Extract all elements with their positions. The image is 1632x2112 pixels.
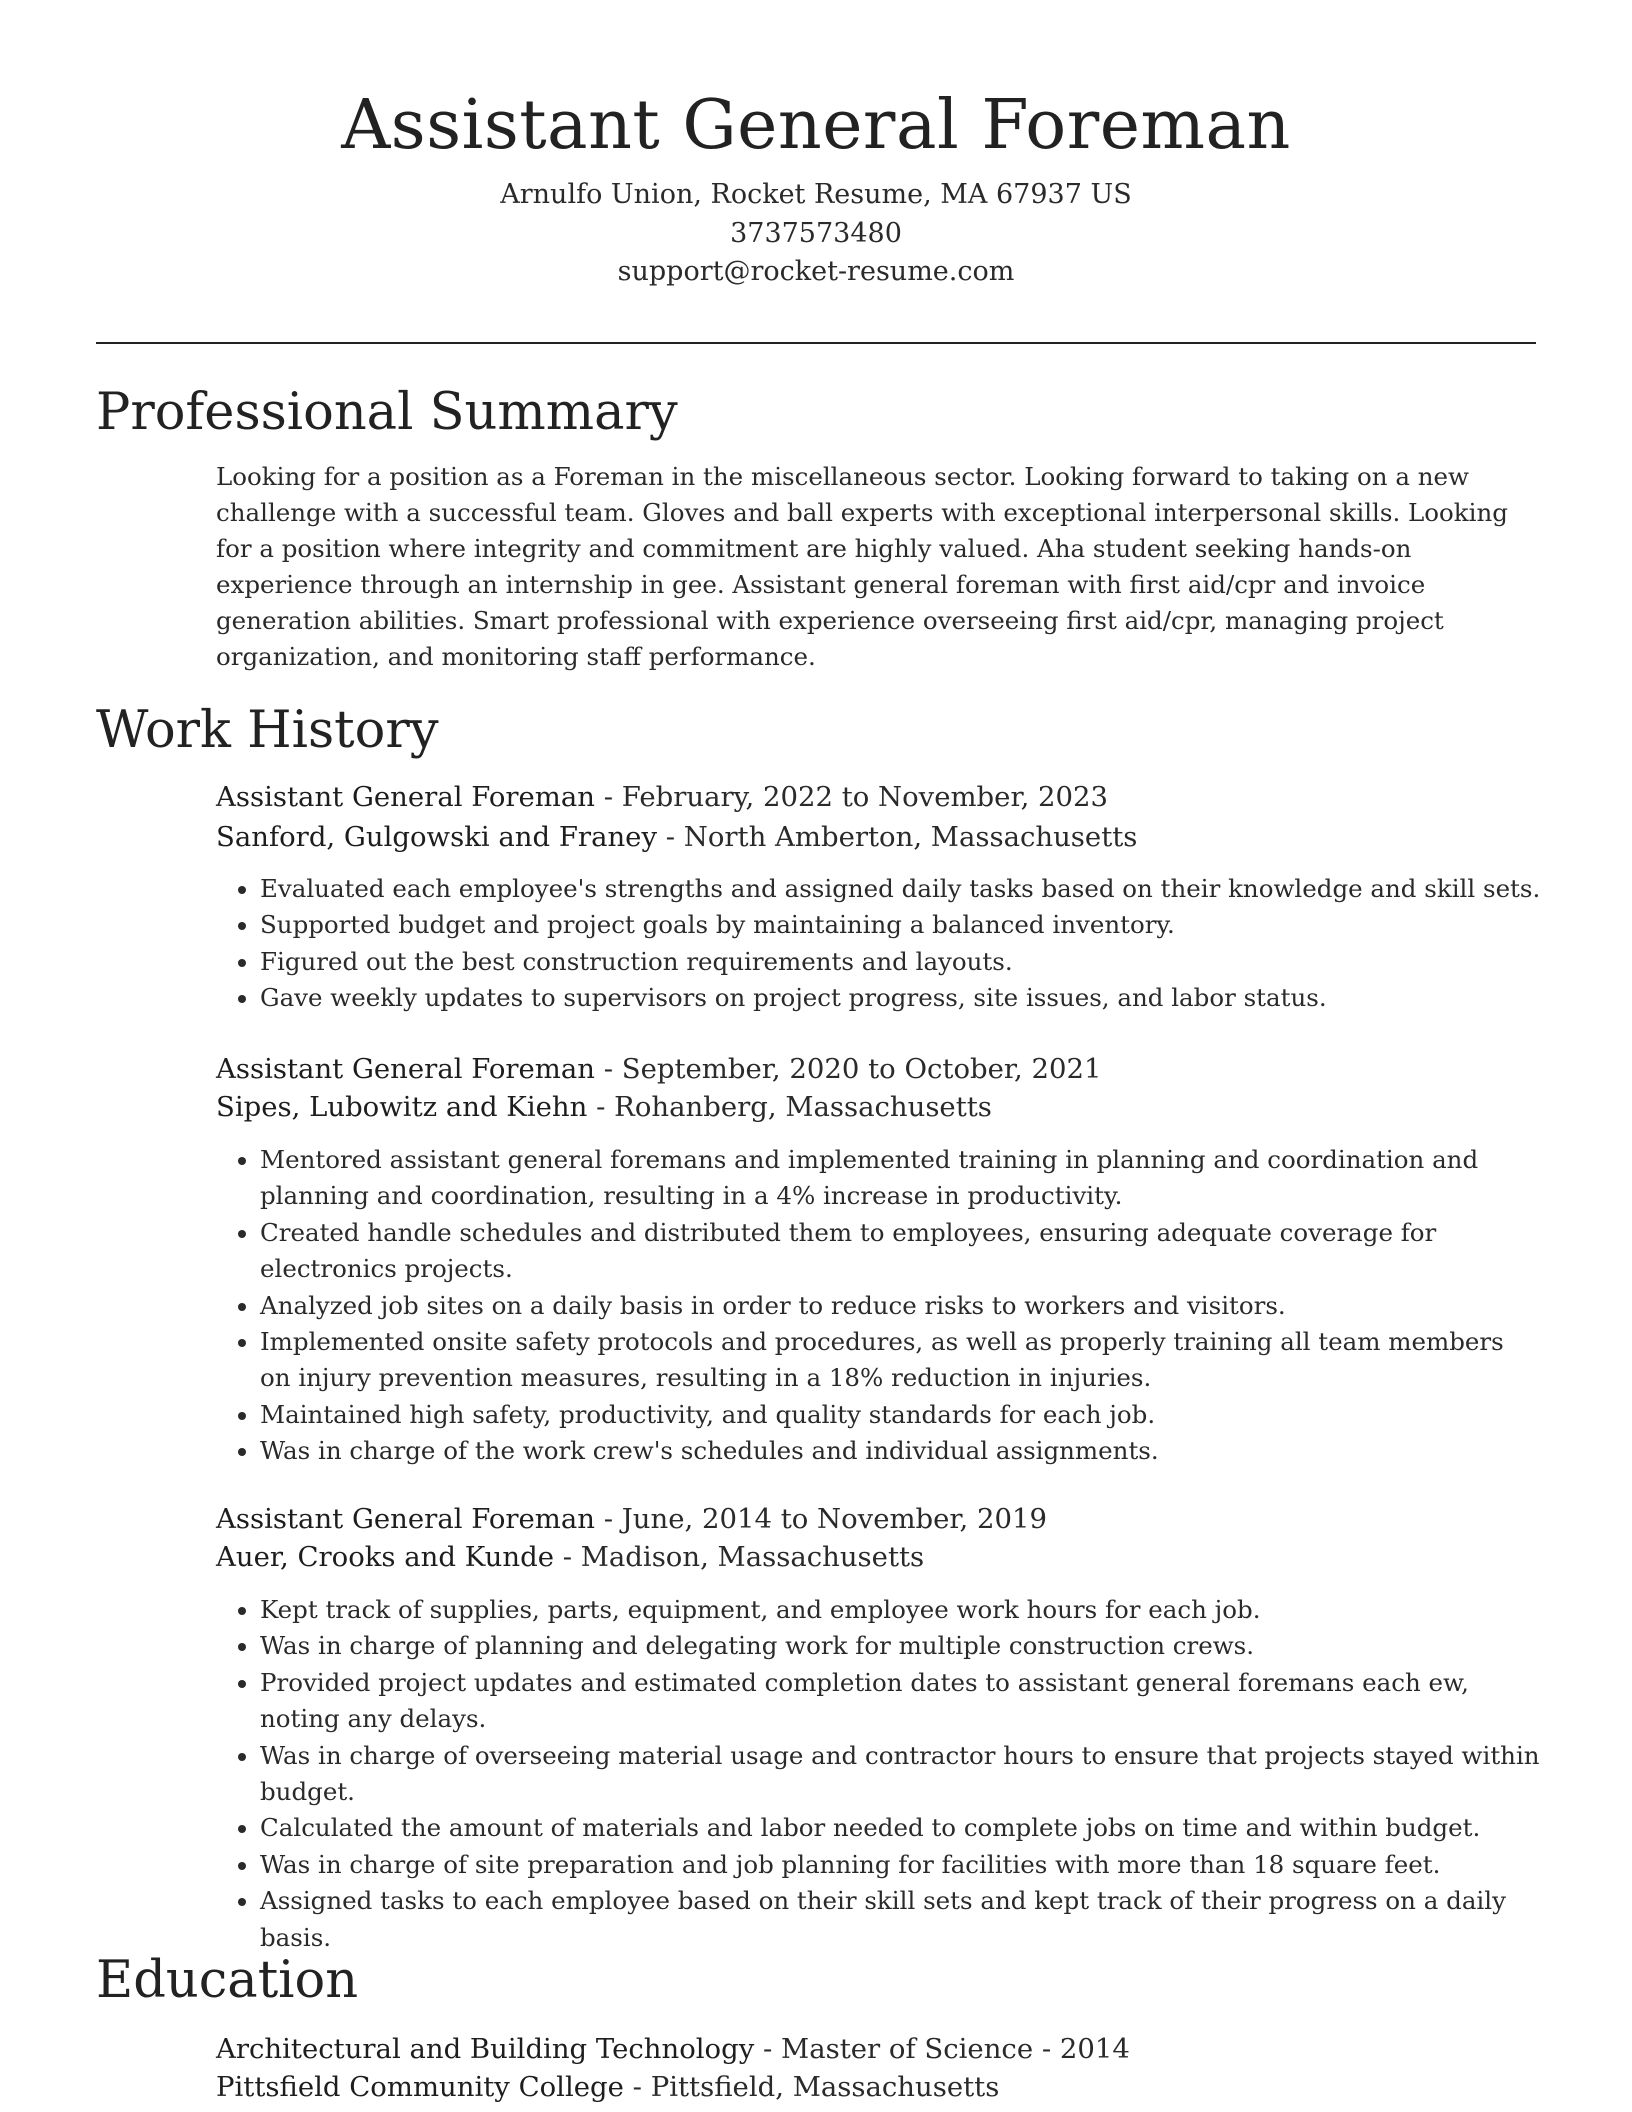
list-item: • Assigned tasks to each employee based on their skill sets and kept track of their progress on a daily basis.: [260, 1883, 1541, 1956]
list-item: • Figured out the best construction requirements and layouts.: [260, 944, 1541, 980]
job-2-company: Sipes, Lubowitz and Kiehn: [216, 1091, 588, 1123]
job-1-duties: [216, 871, 1541, 1017]
job-3-dates: - June, 2014 to November, 2019: [594, 1503, 1048, 1535]
header-divider: [96, 342, 1536, 344]
resume-header: [96, 76, 1536, 292]
summary-text: Looking for a position as a Foreman in the miscellaneous sector. Looking forward to taking on a new challenge with a successful team. Gloves and ball experts with exceptional interpersonal skills. Looking for a position where integrity and commitment are highly valued. Aha student seeking hands-on experience through an internship in gee. Assistant general foreman with first aid/cpr and invoice generation abilities. Smart professional with experience overseeing first aid/cpr, managing project organization, and monitoring staff performance.: [216, 462, 1508, 671]
list-item: • Was in charge of planning and delegating work for multiple construction crews.: [260, 1628, 1541, 1664]
list-item: • Analyzed job sites on a daily basis in order to reduce risks to workers and visitors.: [260, 1288, 1541, 1324]
contact-email[interactable]: support@rocket-resume.com: [617, 256, 1015, 287]
education-degree-line: [216, 2030, 1541, 2068]
job-3-duties: [216, 1592, 1541, 1956]
job-3-location: - Madison, Massachusetts: [553, 1541, 925, 1573]
job-1-company: Sanford, Gulgowski and Franey: [216, 821, 657, 853]
list-item: • Was in charge of site preparation and job planning for facilities with more than 18 square feet.: [260, 1847, 1541, 1883]
education-degree: - Master of Science - 2014: [754, 2033, 1130, 2065]
job-1-dates: - February, 2022 to November, 2023: [594, 781, 1109, 813]
contact-phone: 3737573480: [730, 217, 902, 249]
list-item: • Supported budget and project goals by maintaining a balanced inventory.: [260, 907, 1541, 943]
candidate-name: Assistant General Foreman: [341, 86, 1291, 165]
work-history-heading: Work History: [96, 701, 439, 760]
list-item: • Calculated the amount of materials and labor needed to complete jobs on time and within budget.: [260, 1810, 1541, 1846]
list-item: • Created handle schedules and distributed them to employees, ensuring adequate coverage for electronics projects.: [260, 1215, 1541, 1288]
education-school: Pittsfield Community College: [216, 2071, 624, 2103]
job-2-location: - Rohanberg, Massachusetts: [587, 1091, 992, 1123]
list-item: • Mentored assistant general foremans and implemented training in planning and coordination and planning and coordination, resulting in a 4% increase in productivity.: [260, 1142, 1541, 1215]
job-2-duties: [216, 1142, 1541, 1470]
education-location: - Pittsfield, Massachusetts: [623, 2071, 1000, 2103]
contact-address: Arnulfo Union, Rocket Resume, MA 67937 US: [500, 179, 1132, 210]
job-2-company-line: [216, 1088, 1541, 1126]
list-item: • Implemented onsite safety protocols and procedures, as well as properly training all team members on injury prevention measures, resulting in a 18% reduction in injuries.: [260, 1324, 1541, 1397]
list-item: • Provided project updates and estimated completion dates to assistant general foremans each ew, noting any delays.: [260, 1665, 1541, 1738]
job-2-dates: - September, 2020 to October, 2021: [594, 1053, 1102, 1085]
list-item: • Kept track of supplies, parts, equipment, and employee work hours for each job.: [260, 1592, 1541, 1628]
list-item: • Maintained high safety, productivity, and quality standards for each job.: [260, 1397, 1541, 1433]
job-1-company-line: [216, 818, 1541, 856]
job-3-company-line: [216, 1538, 1541, 1576]
job-2-title-line: [216, 1050, 1541, 1088]
education-program: Architectural and Building Technology: [216, 2033, 755, 2065]
job-1-title-line: [216, 778, 1541, 816]
job-2-title: Assistant General Foreman: [216, 1053, 595, 1085]
summary-heading: Professional Summary: [96, 383, 678, 442]
job-1-location: - North Amberton, Massachusetts: [657, 821, 1138, 853]
list-item: • Was in charge of the work crew's schedules and individual assignments.: [260, 1433, 1541, 1469]
education-heading: Education: [96, 1951, 359, 2010]
job-3-title: Assistant General Foreman: [216, 1503, 595, 1535]
job-3-company: Auer, Crooks and Kunde: [216, 1541, 554, 1573]
job-3-title-line: [216, 1500, 1541, 1538]
job-1-title: Assistant General Foreman: [216, 781, 595, 813]
education-school-line: [216, 2068, 1541, 2106]
list-item: • Was in charge of overseeing material usage and contractor hours to ensure that projects stayed within budget.: [260, 1738, 1541, 1811]
list-item: • Gave weekly updates to supervisors on project progress, site issues, and labor status.: [260, 980, 1541, 1016]
list-item: • Evaluated each employee's strengths and assigned daily tasks based on their knowledge and skill sets.: [260, 871, 1541, 907]
